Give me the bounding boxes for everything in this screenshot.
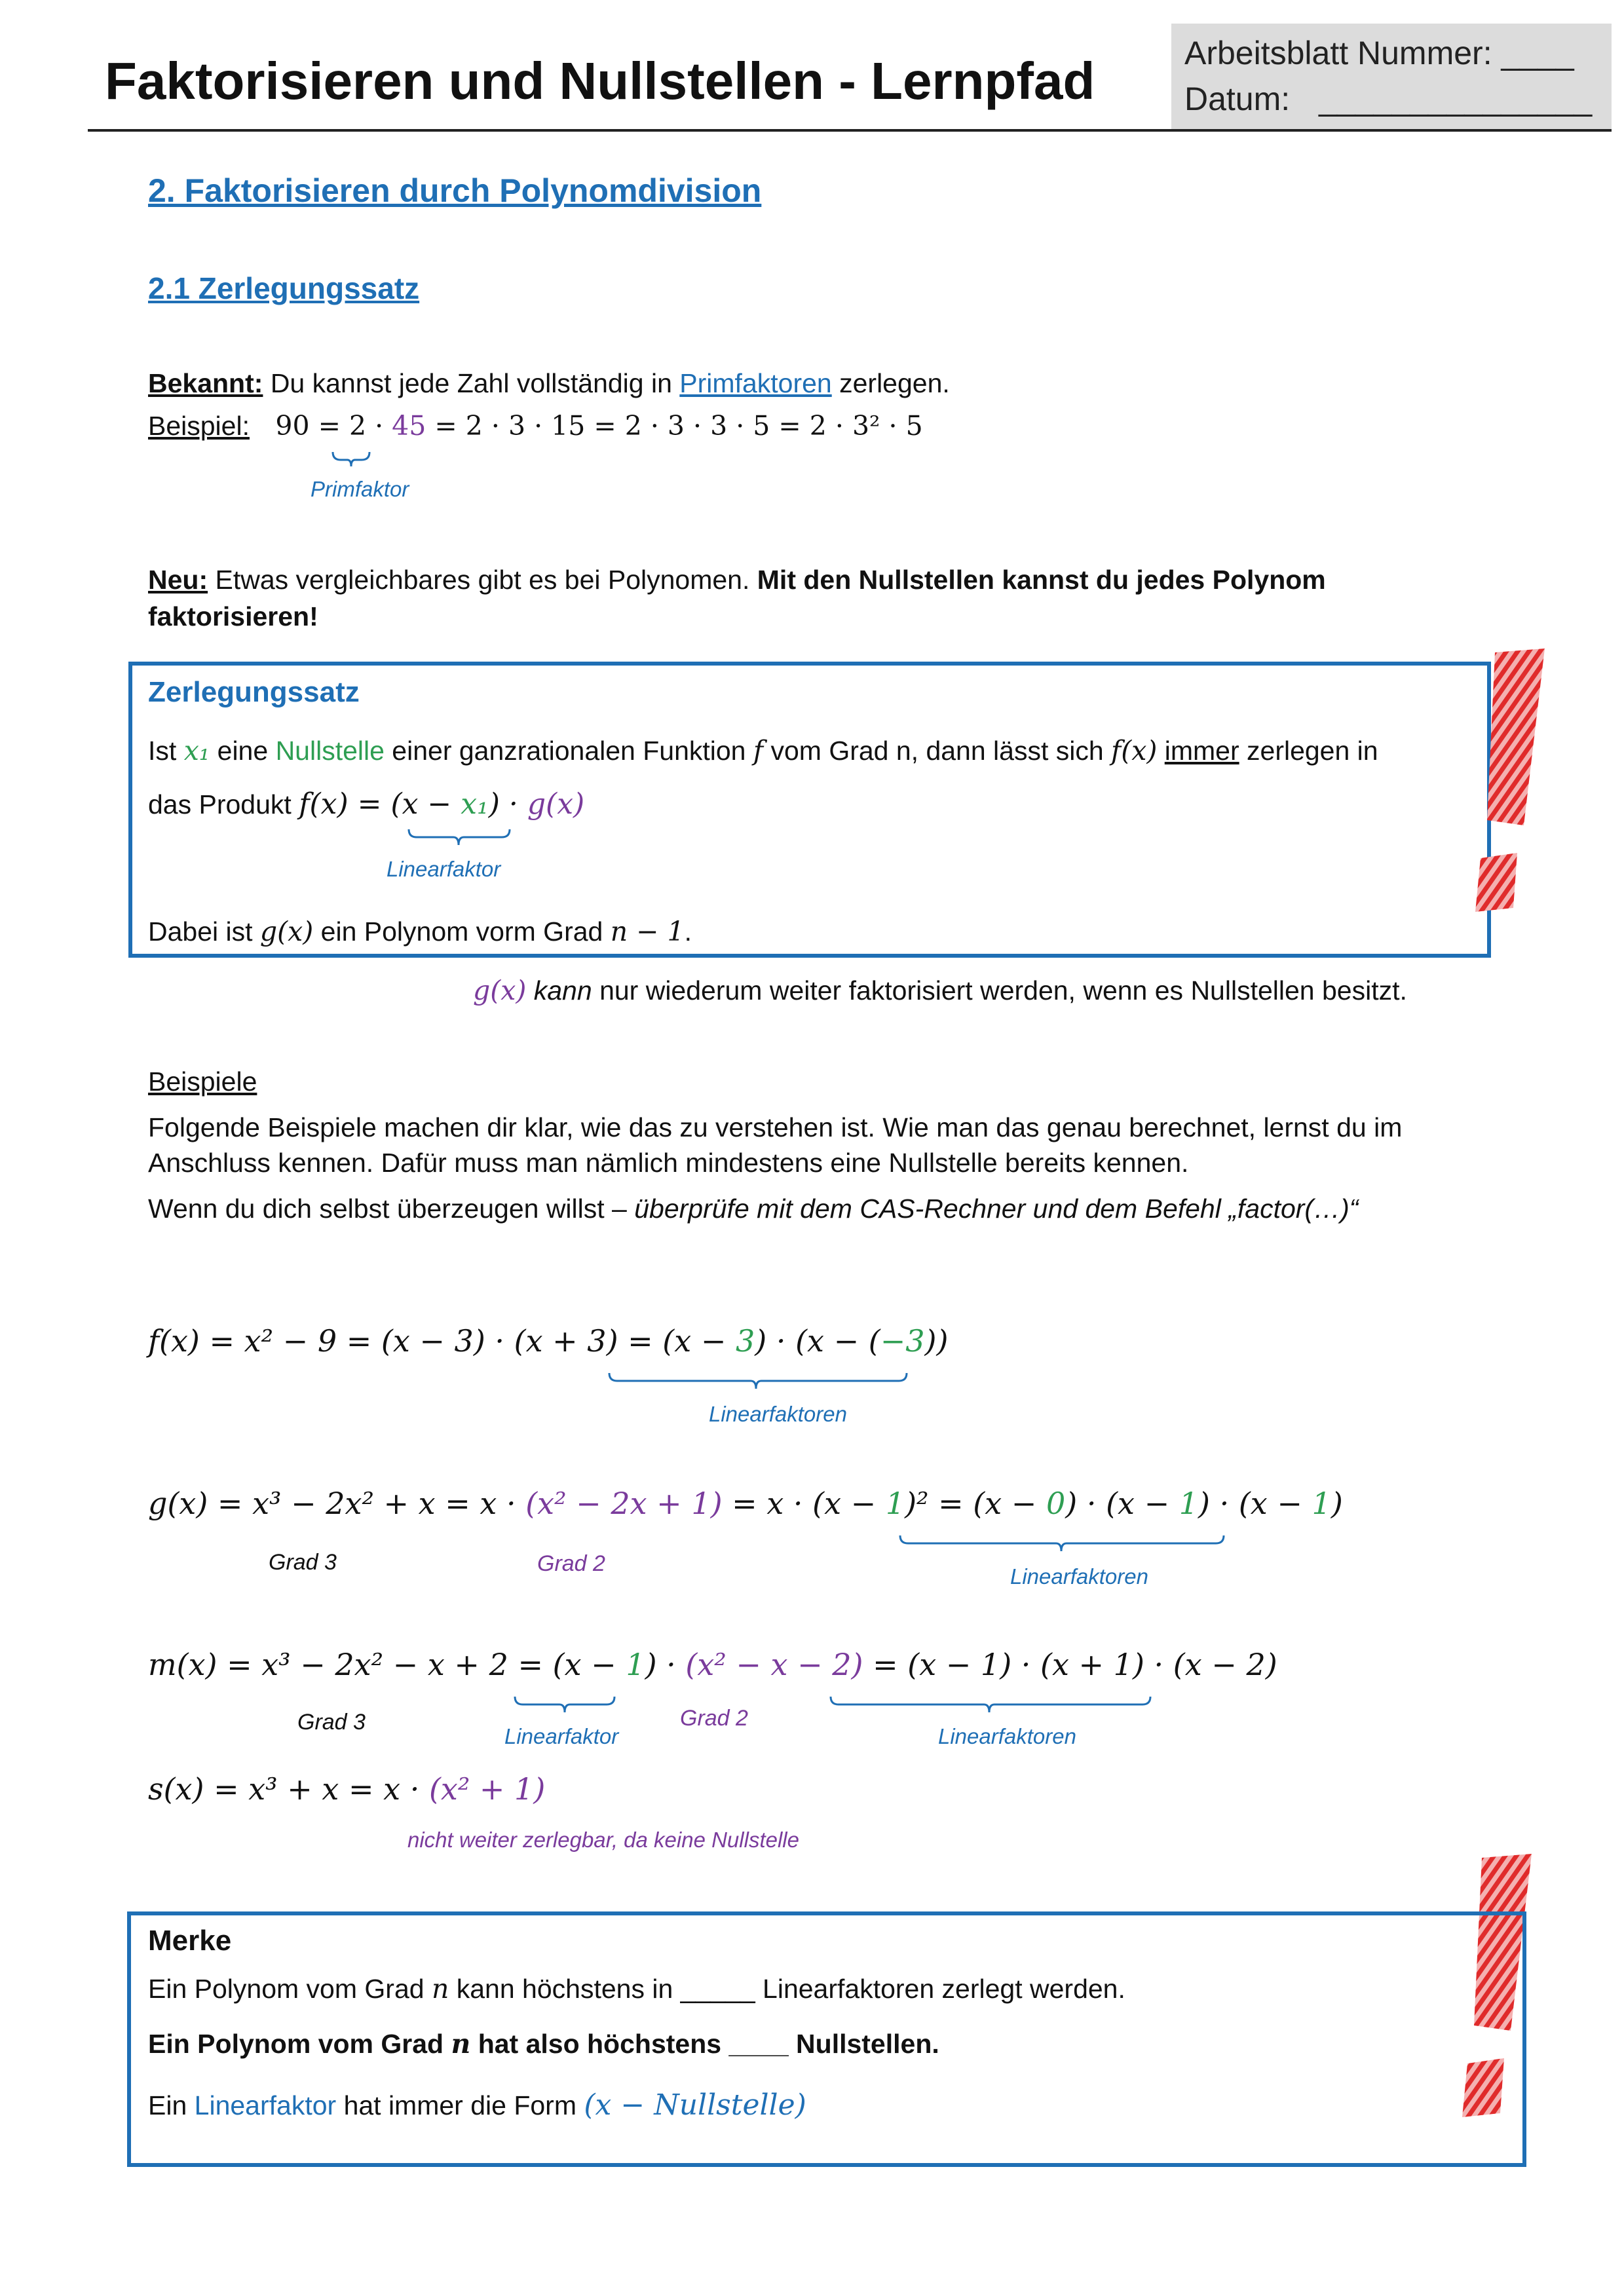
examples-text-2: Anschluss kennen. Dafür muss man nämlich mindestens eine Nullstelle bereits kennen. [148, 1148, 1189, 1178]
decomposition-formula [299, 787, 584, 821]
example-line [148, 410, 923, 442]
not-factorable-note: nicht weiter zerlegbar, da keine Nullstelle [407, 1828, 799, 1852]
theorem-line2 [148, 787, 584, 821]
linearfaktoren-annotation-m: Linearfaktoren [938, 1724, 1076, 1748]
equation-s [148, 1771, 545, 1807]
grad2-label-g: Grad 2 [537, 1551, 605, 1576]
known-label: Bekannt: [148, 368, 263, 398]
page-title: Faktorisieren und Nullstellen - Lernpfad [105, 52, 1095, 110]
t: ein Polynom vorm Grad [313, 916, 611, 947]
linearfaktor-brace-m [514, 1695, 618, 1722]
t: ) · (x − [1065, 1486, 1179, 1521]
t: ) · (x − ( [755, 1323, 880, 1359]
eq-part-45: 45 [392, 410, 426, 442]
t: 0 [1046, 1486, 1066, 1521]
t: 3 [735, 1323, 755, 1359]
n-minus-1: n − 1 [610, 916, 685, 947]
primfaktor-annotation: Primfaktor [311, 477, 409, 501]
t: kann höchstens in _____ Linearfaktoren zerlegt werden. [449, 1974, 1125, 2004]
t: g(x) = x³ − 2x² + x = x · [148, 1486, 526, 1521]
grad2-label-m: Grad 2 [680, 1706, 748, 1731]
t: (x² − 2x + 1) [525, 1486, 723, 1521]
merke-line1 [148, 1973, 1125, 2004]
known-text: Du kannst jede Zahl vollständig in [263, 368, 680, 398]
linearfaktor-annotation-m: Linearfaktor [504, 1724, 619, 1748]
examples-text-3 [148, 1194, 1358, 1224]
linearfaktoren-brace-g [899, 1534, 1226, 1560]
t: hat immer die Form [336, 2090, 584, 2120]
cas-hint: überprüfe mit dem CAS-Rechner und dem Befehl „factor(…)“ [634, 1194, 1359, 1224]
theorem-title: Zerlegungssatz [148, 676, 360, 708]
date-blank: _______________ [1319, 81, 1593, 117]
t: Ein Polynom vom Grad [148, 2029, 451, 2059]
linearfaktor-brace [407, 828, 512, 854]
t: 1 [885, 1486, 905, 1521]
t: ) · (x − [1198, 1486, 1312, 1521]
t: 1 [1179, 1486, 1199, 1521]
date-label: Datum: [1184, 81, 1291, 117]
date-field[interactable] [1184, 80, 1592, 118]
equation-f [148, 1323, 948, 1359]
nullstelle-term: Nullstelle [275, 736, 385, 766]
t [1157, 736, 1164, 766]
known-paragraph [148, 368, 950, 399]
linearfaktoren-brace-m [829, 1695, 1157, 1722]
t: m(x) = x³ − 2x² − x + 2 = (x − [148, 1647, 626, 1682]
grad3-label-m: Grad 3 [297, 1710, 366, 1735]
primfaktoren-link[interactable]: Primfaktoren [679, 368, 832, 398]
merke-title: Merke [148, 1925, 232, 1957]
t: ) · [488, 787, 527, 821]
equation-m [148, 1647, 1277, 1682]
linearfaktor-annotation: Linearfaktor [387, 857, 501, 881]
merke-line3 [148, 2088, 806, 2122]
header-rule [88, 129, 1612, 132]
f-symbol: f [753, 735, 764, 766]
t: vom Grad n, dann lässt sich [763, 736, 1112, 766]
t: kann [526, 975, 592, 1006]
theorem-remark [473, 975, 1407, 1006]
t: = (x − 1) · (x + 1) · (x − 2) [863, 1647, 1277, 1682]
new-paragraph-line2: faktorisieren! [148, 601, 318, 631]
fx-symbol: f(x) [1111, 735, 1158, 766]
immer-term: immer [1164, 736, 1239, 766]
t: )² = (x − [905, 1486, 1046, 1521]
linearfaktoren-brace-f [608, 1372, 909, 1398]
t: −3 [880, 1323, 925, 1359]
section-heading: 2. Faktorisieren durch Polynomdivision [148, 172, 762, 209]
t: Wenn du dich selbst überzeugen willst – [148, 1194, 635, 1224]
linearfaktoren-annotation-g: Linearfaktoren [1010, 1564, 1148, 1589]
t: f(x) = (x − [299, 787, 461, 821]
examples-text-1: Folgende Beispiele machen dir klar, wie das zu verstehen ist. Wie man das genau berechnet, lernst du im [148, 1112, 1403, 1142]
t: ) [1331, 1486, 1343, 1521]
linearfaktoren-annotation-f: Linearfaktoren [709, 1402, 847, 1426]
t: (x² − x − 2) [685, 1647, 863, 1682]
theorem-line1 [148, 735, 1378, 766]
new-paragraph-line1 [148, 565, 1326, 595]
t: einer ganzrationalen Funktion [384, 736, 753, 766]
t: )) [924, 1323, 949, 1359]
t: Ist [148, 736, 184, 766]
t: = x · (x − [722, 1486, 886, 1521]
t: Dabei ist [148, 916, 260, 947]
primfaktor-brace [331, 451, 371, 477]
gx-symbol: g(x) [259, 916, 314, 947]
t: . [684, 916, 692, 947]
linearfaktor-term: Linearfaktor [194, 2090, 337, 2120]
examples-heading: Beispiele [148, 1066, 257, 1097]
prime-equation [275, 410, 922, 442]
grad3-label-g: Grad 3 [269, 1550, 337, 1575]
known-text-end: zerlegen. [831, 368, 950, 398]
t: (x² + 1) [428, 1771, 546, 1807]
t: 1 [626, 1647, 645, 1682]
worksheet-number-field[interactable]: Arbeitsblatt Nummer: ____ [1184, 35, 1574, 71]
new-bold-text: Mit den Nullstellen kannst du jedes Polynom [757, 565, 1326, 595]
exclamation-icon [1461, 649, 1553, 924]
t: Ein [148, 2090, 195, 2120]
n-symbol: n [431, 1973, 449, 2004]
t: das Produkt [148, 789, 299, 819]
merke-line2 [148, 2028, 939, 2060]
t: eine [210, 736, 276, 766]
t: g(x) [527, 787, 585, 821]
new-text: Etwas vergleichbares gibt es bei Polynomen. [208, 565, 757, 595]
subsection-heading: 2.1 Zerlegungssatz [148, 271, 420, 305]
t: f(x) = x² − 9 = (x − 3) · (x + 3) = (x − [148, 1323, 736, 1359]
t: s(x) = x³ + x = x · [148, 1771, 429, 1807]
new-label: Neu: [148, 565, 208, 595]
t: Ein Polynom vom Grad [148, 1974, 432, 2004]
t: zerlegen in [1239, 736, 1378, 766]
eq-part: = 2 · 3 · 15 = 2 · 3 · 3 · 5 = 2 · 3² · 5 [426, 410, 923, 442]
example-label: Beispiel: [148, 411, 250, 441]
linearfaktor-form: (x − Nullstelle) [584, 2088, 806, 2122]
theorem-line3 [148, 916, 692, 947]
t: hat also höchstens ____ Nullstellen. [470, 2029, 939, 2059]
t: nur wiederum weiter faktorisiert werden, wenn es Nullstellen besitzt. [592, 975, 1407, 1006]
t: x₁ [461, 787, 489, 821]
x1-symbol: x₁ [183, 735, 210, 766]
equation-g [148, 1486, 1343, 1521]
eq-part: 90 = 2 · [275, 410, 392, 442]
t: 1 [1312, 1486, 1331, 1521]
n-symbol: n [451, 2028, 471, 2060]
gx-symbol: g(x) [473, 975, 527, 1006]
t: ) · [645, 1647, 686, 1682]
